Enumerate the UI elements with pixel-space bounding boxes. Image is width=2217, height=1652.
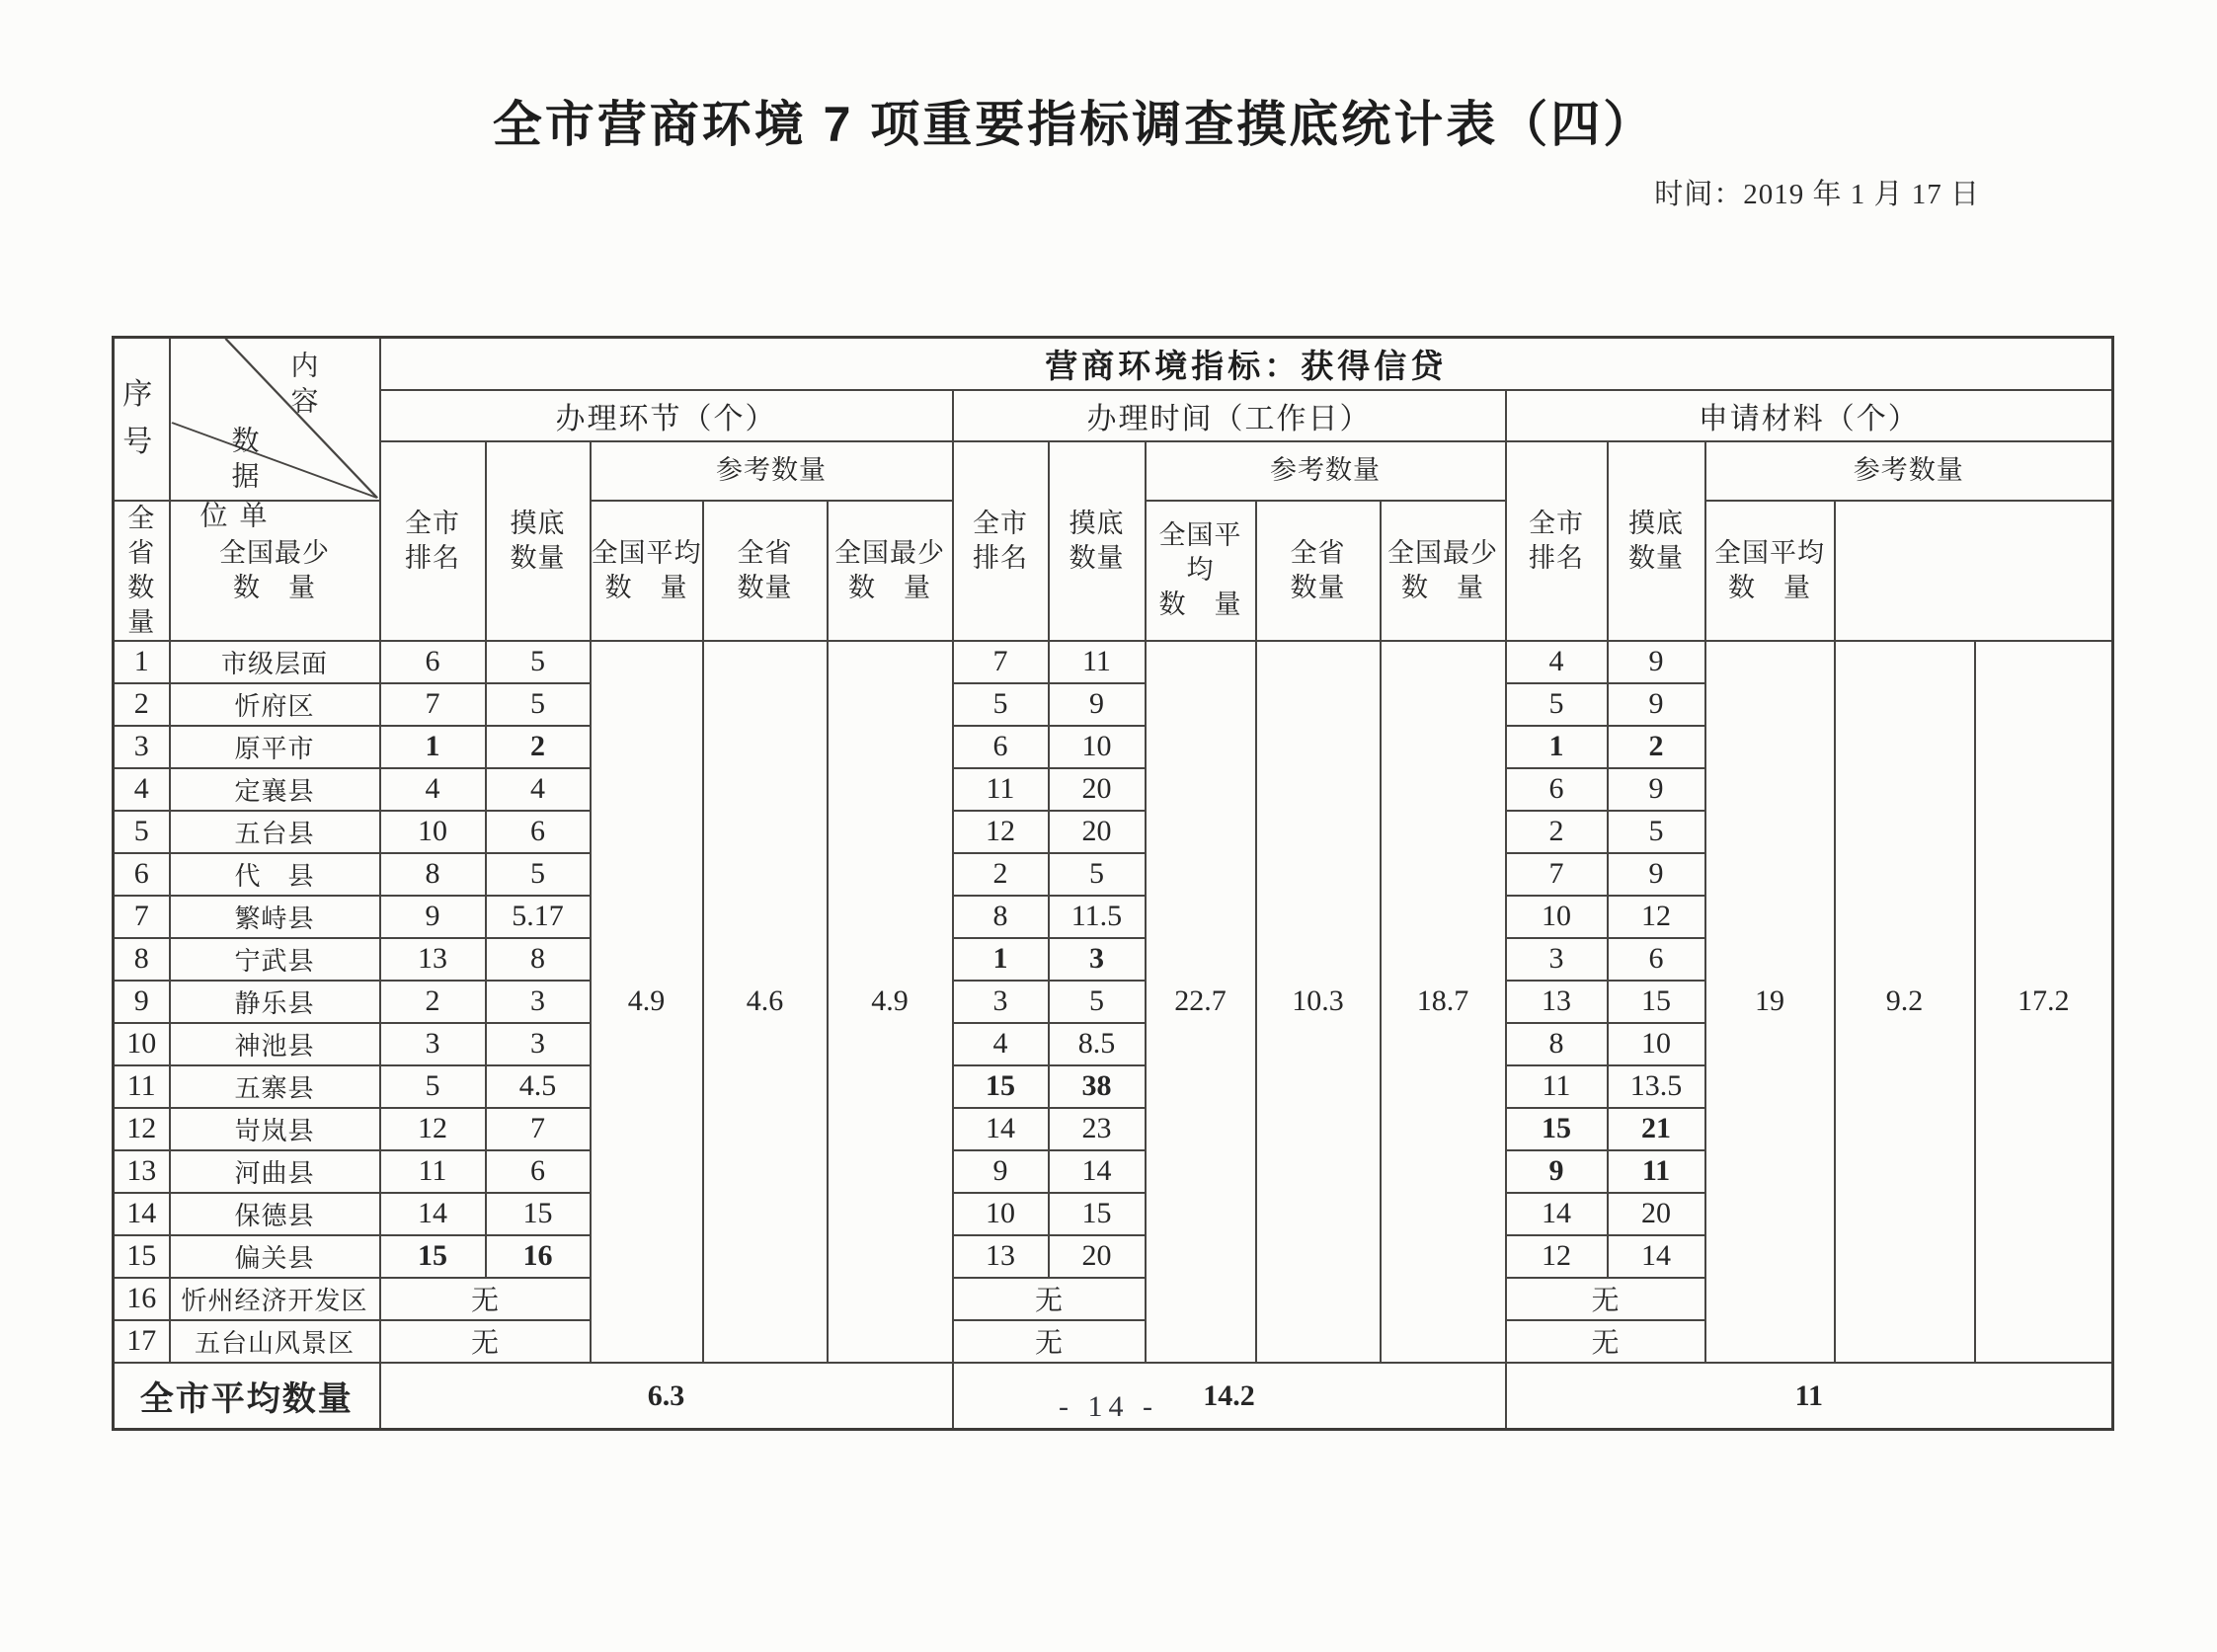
- rank-cell: 14: [380, 1193, 486, 1235]
- rank-cell: 4: [1506, 641, 1608, 683]
- rank-cell: 8: [1506, 1023, 1608, 1065]
- rank-cell: 15: [380, 1235, 486, 1278]
- seq-cell: 1: [114, 641, 170, 683]
- corner-label-content: 内容: [287, 351, 319, 422]
- average-value-time: 14.2: [953, 1363, 1506, 1430]
- unit-cell: 河曲县: [170, 1150, 380, 1193]
- qty-cell: 9: [1049, 683, 1146, 726]
- corner-label-data: 数据: [228, 426, 260, 497]
- seq-cell: 13: [114, 1150, 170, 1193]
- rank-cell: 11: [1506, 1065, 1608, 1108]
- qty-cell: 4: [486, 768, 591, 811]
- no-data-cell: 无: [1506, 1278, 1705, 1320]
- rank-cell: 7: [380, 683, 486, 726]
- header-row-reference: [114, 441, 2113, 501]
- col-head-survey: 摸底 数量: [486, 441, 591, 641]
- qty-cell: 7: [486, 1108, 591, 1150]
- seq-cell: 17: [114, 1320, 170, 1363]
- seq-cell: 12: [114, 1108, 170, 1150]
- ref-province-cell: 19: [1705, 641, 1835, 1363]
- page-number: - 14 -: [1059, 1390, 1158, 1423]
- qty-cell: 15: [1608, 981, 1705, 1023]
- rank-cell: 5: [1506, 683, 1608, 726]
- rank-cell: 2: [1506, 811, 1608, 853]
- qty-cell: 5: [486, 641, 591, 683]
- qty-cell: 15: [486, 1193, 591, 1235]
- rank-cell: 3: [380, 1023, 486, 1065]
- statistics-table: [112, 336, 2114, 1431]
- col-head-reference: 参考数量: [1146, 441, 1506, 501]
- no-data-cell: 无: [380, 1320, 591, 1363]
- unit-cell: 原平市: [170, 726, 380, 768]
- rank-cell: 7: [953, 641, 1049, 683]
- section-title-time: 办理时间（工作日）: [953, 390, 1506, 441]
- no-data-cell: 无: [953, 1278, 1146, 1320]
- qty-cell: 14: [1608, 1235, 1705, 1278]
- col-head-survey: 摸底 数量: [1049, 441, 1146, 641]
- rank-cell: 11: [953, 768, 1049, 811]
- qty-cell: 23: [1049, 1108, 1146, 1150]
- average-value-steps: 6.3: [380, 1363, 953, 1430]
- col-head-national-min: 全国最少 数 量: [170, 501, 380, 641]
- qty-cell: 11.5: [1049, 896, 1146, 938]
- col-head-national-min: 全国最少 数 量: [828, 501, 953, 641]
- col-head-national-avg: 全国平均 数 量: [1705, 501, 1835, 641]
- rank-cell: 5: [953, 683, 1049, 726]
- qty-cell: 14: [1049, 1150, 1146, 1193]
- qty-cell: 16: [486, 1235, 591, 1278]
- unit-cell: 宁武县: [170, 938, 380, 981]
- rank-cell: 3: [953, 981, 1049, 1023]
- col-head-province: 全省 数量: [114, 501, 170, 641]
- ref-province-cell: 22.7: [1146, 641, 1256, 1363]
- qty-cell: 38: [1049, 1065, 1146, 1108]
- no-data-cell: 无: [1506, 1320, 1705, 1363]
- rank-cell: 1: [953, 938, 1049, 981]
- diagonal-header-cell: [170, 338, 380, 536]
- qty-cell: 4.5: [486, 1065, 591, 1108]
- qty-cell: 20: [1608, 1193, 1705, 1235]
- qty-cell: 2: [486, 726, 591, 768]
- average-value-materials: 11: [1506, 1363, 2113, 1430]
- diagonal-lines-icon: [171, 339, 379, 500]
- qty-cell: 11: [1049, 641, 1146, 683]
- col-head-rank: 全市 排名: [1506, 441, 1608, 641]
- table-row: [114, 641, 2113, 683]
- rank-cell: 6: [380, 641, 486, 683]
- rank-cell: 7: [1506, 853, 1608, 896]
- rank-cell: 9: [380, 896, 486, 938]
- qty-cell: 5: [486, 853, 591, 896]
- col-head-national-avg: 全国平均 数 量: [1146, 501, 1256, 641]
- rank-cell: 2: [380, 981, 486, 1023]
- qty-cell: 3: [486, 1023, 591, 1065]
- qty-cell: 9: [1608, 768, 1705, 811]
- unit-cell: 代 县: [170, 853, 380, 896]
- col-head-survey: 摸底 数量: [1608, 441, 1705, 641]
- rank-cell: 4: [953, 1023, 1049, 1065]
- qty-cell: 5: [1049, 853, 1146, 896]
- ref-national-avg-cell: 17.2: [1975, 641, 2113, 1363]
- unit-cell: 五台县: [170, 811, 380, 853]
- rank-cell: 11: [380, 1150, 486, 1193]
- seq-cell: 3: [114, 726, 170, 768]
- rank-cell: 2: [953, 853, 1049, 896]
- rank-cell: 10: [1506, 896, 1608, 938]
- seq-cell: 4: [114, 768, 170, 811]
- ref-national-min-cell: 10.3: [1256, 641, 1381, 1363]
- qty-cell: 21: [1608, 1108, 1705, 1150]
- unit-cell: 市级层面: [170, 641, 380, 683]
- rank-cell: 5: [380, 1065, 486, 1108]
- seq-cell: 5: [114, 811, 170, 853]
- qty-cell: 8.5: [1049, 1023, 1146, 1065]
- seq-cell: 10: [114, 1023, 170, 1065]
- rank-cell: 9: [953, 1150, 1049, 1193]
- rank-cell: 8: [953, 896, 1049, 938]
- rank-cell: 14: [1506, 1193, 1608, 1235]
- unit-cell: 保德县: [170, 1193, 380, 1235]
- qty-cell: 20: [1049, 768, 1146, 811]
- section-title-steps: 办理环节（个）: [380, 390, 953, 441]
- col-head-reference: 参考数量: [1705, 441, 2113, 501]
- rank-cell: 6: [953, 726, 1049, 768]
- seq-cell: 7: [114, 896, 170, 938]
- corner-label-unit: 单位: [197, 501, 268, 536]
- no-data-cell: 无: [953, 1320, 1146, 1363]
- no-data-cell: 无: [380, 1278, 591, 1320]
- col-head-national-min: 全国最少 数 量: [1381, 501, 1506, 641]
- seq-cell: 14: [114, 1193, 170, 1235]
- seq-cell: 9: [114, 981, 170, 1023]
- col-head-rank: 全市 排名: [953, 441, 1049, 641]
- seq-cell: 11: [114, 1065, 170, 1108]
- unit-cell: 五寨县: [170, 1065, 380, 1108]
- rank-cell: 10: [380, 811, 486, 853]
- col-head-national-avg: 全国平均 数 量: [591, 501, 703, 641]
- seq-cell: 8: [114, 938, 170, 981]
- qty-cell: 5: [1049, 981, 1146, 1023]
- qty-cell: 15: [1049, 1193, 1146, 1235]
- qty-cell: 12: [1608, 896, 1705, 938]
- page-title: 全市营商环境 7 项重要指标调查摸底统计表（四）: [492, 97, 1656, 152]
- rank-cell: 12: [380, 1108, 486, 1150]
- qty-cell: 8: [486, 938, 591, 981]
- unit-cell: 岢岚县: [170, 1108, 380, 1150]
- date-line: 时间：2019 年 1 月 17 日: [1654, 179, 1980, 210]
- rank-cell: 13: [1506, 981, 1608, 1023]
- qty-cell: 6: [486, 1150, 591, 1193]
- ref-national-avg-cell: 18.7: [1381, 641, 1506, 1363]
- ref-national-min-cell: 4.6: [703, 641, 828, 1363]
- table: [112, 336, 2114, 1431]
- col-head-province: 全省 数量: [1256, 501, 1381, 641]
- rank-cell: 6: [1506, 768, 1608, 811]
- qty-cell: 2: [1608, 726, 1705, 768]
- ref-national-avg-cell: 4.9: [828, 641, 953, 1363]
- qty-cell: 11: [1608, 1150, 1705, 1193]
- ref-national-min-cell: 9.2: [1835, 641, 1975, 1363]
- qty-cell: 3: [486, 981, 591, 1023]
- col-head-rank: 全市 排名: [380, 441, 486, 641]
- rank-cell: 15: [953, 1065, 1049, 1108]
- col-head-reference: 参考数量: [591, 441, 953, 501]
- unit-cell: 定襄县: [170, 768, 380, 811]
- qty-cell: 20: [1049, 1235, 1146, 1278]
- seq-header: 序号: [114, 338, 170, 501]
- rank-cell: 10: [953, 1193, 1049, 1235]
- qty-cell: 6: [486, 811, 591, 853]
- qty-cell: 3: [1049, 938, 1146, 981]
- ref-province-cell: 4.9: [591, 641, 703, 1363]
- unit-cell: 神池县: [170, 1023, 380, 1065]
- rank-cell: 13: [380, 938, 486, 981]
- qty-cell: 5.17: [486, 896, 591, 938]
- unit-cell: 繁峙县: [170, 896, 380, 938]
- rank-cell: 1: [1506, 726, 1608, 768]
- unit-cell: 忻府区: [170, 683, 380, 726]
- seq-cell: 2: [114, 683, 170, 726]
- qty-cell: 10: [1049, 726, 1146, 768]
- col-head-province: 全省 数量: [703, 501, 828, 641]
- qty-cell: 9: [1608, 641, 1705, 683]
- rank-cell: 1: [380, 726, 486, 768]
- qty-cell: 6: [1608, 938, 1705, 981]
- unit-cell: 忻州经济开发区: [170, 1278, 380, 1320]
- seq-cell: 6: [114, 853, 170, 896]
- seq-cell: 16: [114, 1278, 170, 1320]
- section-title-materials: 申请材料（个）: [1506, 390, 2113, 441]
- rank-cell: 8: [380, 853, 486, 896]
- rank-cell: 12: [953, 811, 1049, 853]
- rank-cell: 14: [953, 1108, 1049, 1150]
- unit-cell: 偏关县: [170, 1235, 380, 1278]
- unit-cell: 静乐县: [170, 981, 380, 1023]
- seq-cell: 15: [114, 1235, 170, 1278]
- qty-cell: 9: [1608, 853, 1705, 896]
- qty-cell: 5: [1608, 811, 1705, 853]
- rank-cell: 4: [380, 768, 486, 811]
- qty-cell: 13.5: [1608, 1065, 1705, 1108]
- rank-cell: 13: [953, 1235, 1049, 1278]
- qty-cell: 10: [1608, 1023, 1705, 1065]
- qty-cell: 9: [1608, 683, 1705, 726]
- rank-cell: 15: [1506, 1108, 1608, 1150]
- header-row-sections: [114, 390, 2113, 441]
- qty-cell: 20: [1049, 811, 1146, 853]
- rank-cell: 3: [1506, 938, 1608, 981]
- average-label: 全市平均数量: [114, 1363, 380, 1430]
- indicator-header: 营商环境指标：获得信贷: [380, 338, 2113, 390]
- header-row-indicator: [114, 338, 2113, 390]
- rank-cell: 9: [1506, 1150, 1608, 1193]
- rank-cell: 12: [1506, 1235, 1608, 1278]
- unit-cell: 五台山风景区: [170, 1320, 380, 1363]
- qty-cell: 5: [486, 683, 591, 726]
